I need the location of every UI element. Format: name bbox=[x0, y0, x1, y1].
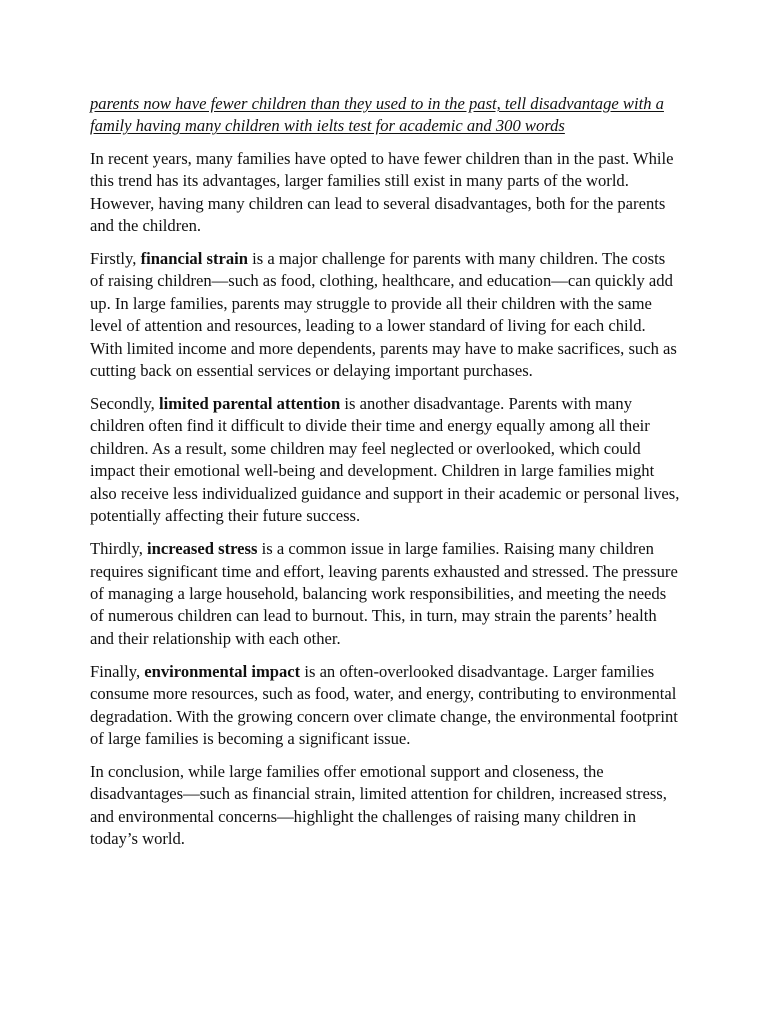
keyword-financial-strain: financial strain bbox=[140, 249, 248, 269]
paragraph-lead: Finally, bbox=[90, 661, 145, 681]
paragraph-body: is an often-overlooked disadvantage. Larger families consume more resources, such as food, water, and energy, contributing to environmental degradation. With the growing concern over climate change, the environmental footprint of large families is becoming a significant issue. bbox=[90, 661, 678, 748]
paragraph-increased-stress bbox=[90, 538, 682, 650]
paragraph-lead: Secondly, bbox=[90, 394, 159, 414]
paragraph-environmental-impact bbox=[90, 661, 682, 751]
keyword-limited-parental-attention: limited parental attention bbox=[158, 394, 341, 414]
intro-paragraph: In recent years, many families have opted to have fewer children than in the past. While this trend has its advantages, larger families still exist in many parts of the world. However, having many children can lead to several disadvantages, both for the parents and the children. bbox=[90, 148, 674, 236]
paragraph-limited-attention bbox=[90, 393, 682, 527]
paragraph-body: is another disadvantage. Parents with many children often find it difficult to divide their time and energy equally among all their children. As a result, some children may feel neglected or overlooked, which could impact their emotional well-being and development. Children in large families might also receive less individualized guidance and support in their academic or personal lives, potentially affecting their future success. bbox=[90, 394, 680, 526]
conclusion-paragraph: In conclusion, while large families offer emotional support and closeness, the disadvantages—such as financial strain, limited attention for children, increased stress, and environmental concerns—highlight the challenges of raising many children in today’s world. bbox=[90, 761, 667, 849]
keyword-increased-stress: increased stress bbox=[147, 539, 258, 559]
paragraph-lead: Firstly, bbox=[90, 249, 141, 269]
paragraph-body: is a common issue in large families. Raising many children requires significant time and effort, leaving parents exhausted and stressed. The pressure of managing a large household, balancing work responsibilities, and meeting the needs of numerous children can lead to burnout. This, in turn, may strain the parents’ health and their relationship with each other. bbox=[90, 539, 678, 648]
paragraph-body: is a major challenge for parents with many children. The costs of raising children—such as food, clothing, healthcare, and education—can quickly add up. In large families, parents may struggle to provide all their children with the same level of attention and resources, leading to a lower standard of living for each child. With limited income and more dependents, parents may have to make sacrifices, such as cutting back on essential services or delaying important purchases. bbox=[90, 249, 677, 381]
document-page bbox=[90, 93, 682, 861]
paragraph-lead: Thirdly, bbox=[90, 539, 147, 559]
keyword-environmental-impact: environmental impact bbox=[144, 661, 301, 681]
essay-prompt: parents now have fewer children than they used to in the past, tell disadvantage with a family having many children with ielts test for academic and 300 words bbox=[90, 94, 664, 136]
paragraph-financial-strain bbox=[90, 248, 682, 382]
